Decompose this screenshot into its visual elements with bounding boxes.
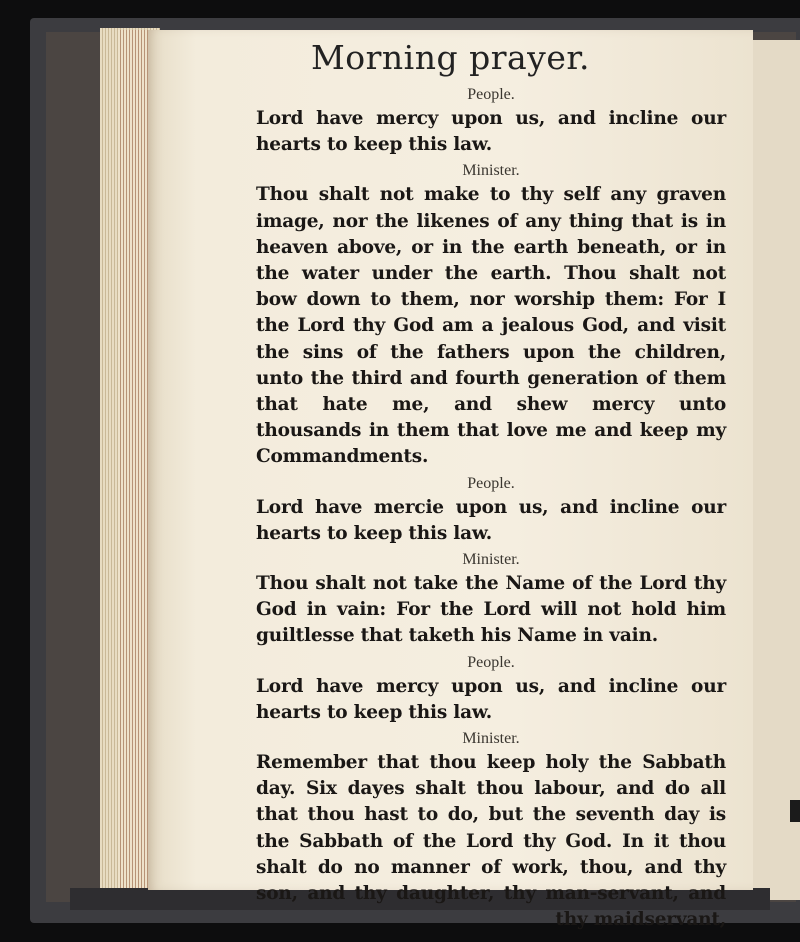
verse-text: Lord have mercy upon us, and incline our hearts to keep this law. bbox=[256, 108, 726, 156]
speaker-label: People. bbox=[467, 653, 515, 671]
verse-text: Thou shalt not take the Name of the Lord thy God in vain: For the Lord will not hold him guiltlesse that taketh his Name in vain. bbox=[256, 573, 726, 647]
speaker-label: People. bbox=[467, 474, 515, 492]
book-page bbox=[148, 30, 753, 931]
speaker-label: People. bbox=[467, 86, 515, 103]
text-block bbox=[256, 82, 726, 933]
verse-text: Thou shalt not make to thy self any graven image, nor the likenes of any thing that is in heaven above, or in the earth beneath, or in the water under the earth. Thou shalt not bow down to them, nor worship them: For I the Lord thy God am a jealous God, and visit the sins of the fathers upon the children, unto the third and fourth generation of them that hate me, and shew mercy unto thousands in them that love me and keep my Commandments. bbox=[256, 184, 726, 468]
verse-text: Remember that thou keep holy the Sabbath day. Six dayes shalt thou labour, and do all that thou hast to do, but the seventh day is the Sabbath of the Lord thy God. In it thou shalt do no manner of work, thou, and thy son, and thy daughter, thy man-servant, and thy maidservant, bbox=[256, 752, 726, 931]
verse-text: Lord have mercie upon us, and incline our hearts to keep this law. bbox=[256, 496, 726, 544]
verse-text: Lord have mercy upon us, and incline our hearts to keep this law. bbox=[256, 675, 726, 723]
facing-page-mark bbox=[790, 800, 800, 822]
speaker-label: Minister. bbox=[462, 730, 520, 748]
page-header: Morning prayer. bbox=[311, 38, 590, 77]
speaker-label: Minister. bbox=[462, 551, 520, 569]
speaker-label: Minister. bbox=[462, 162, 520, 180]
facing-page-edge bbox=[745, 40, 800, 900]
